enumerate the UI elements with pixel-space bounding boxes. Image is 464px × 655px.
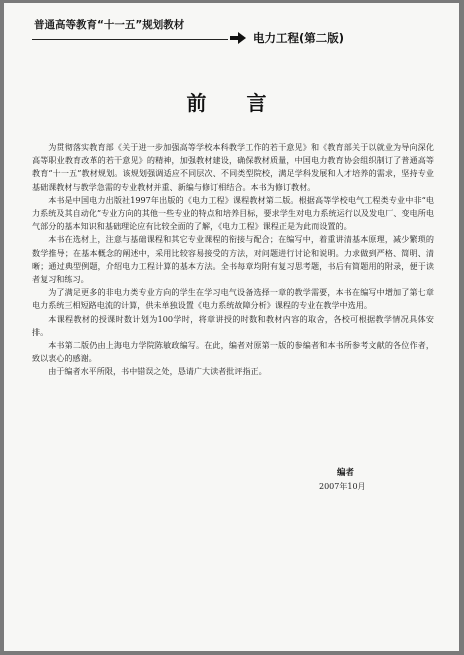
document-page	[4, 3, 459, 651]
header-rule	[32, 39, 228, 40]
paragraph: 本书在选材上，注意与基础课程和其它专业课程的衔接与配合；在编写中，着重讲清基本原理，减少繁琐的数学推导；在基本概念的阐述中，采用比较容易接受的方法，对问题进行讨论和说明。力求做到严格、简明、清晰；通过典型例题，介绍电力工程计算的基本方法。全书每章均附有复习思考题，书后有简题用的附录，便于读者复习和练习。	[32, 234, 434, 285]
paragraph: 由于编者水平所限，书中错误之处，恳请广大读者批评指正。	[48, 366, 267, 377]
page-title: 前言	[186, 91, 307, 115]
book-title: 电力工程(第二版)	[253, 31, 345, 45]
paragraph: 为了满足更多的非电力类专业方向的学生在学习电气设备选择一章的教学需要，本书在编写中增加了第七章电力系统三相短路电流的计算，供未单独设置《电力系统故障分析》课程的专业在教学中选用。	[32, 287, 434, 311]
paragraph: 本课程教材的授课时数计划为100学时，将章讲授的时数和教材内容的取舍，各校可根据教学情况具体安排。	[32, 313, 434, 337]
paragraph: 本书是中国电力出版社1997年出版的《电力工程》课程教材第二版。根据高等学校电气工程类专业中非“电力系统及其自动化”专业方向的其他一些专业的特点和培养目标，要求学生对电力系统运行以及发电厂、变电所电气部分的基本知识和基础理论应有比较全面的了解，《电力工程》课程正是为此而设置的。	[32, 194, 434, 232]
signature-date: 2007年10月	[319, 482, 366, 491]
preface-body	[32, 141, 434, 379]
series-title: 普通高等教育“十一五”规划教材	[34, 19, 185, 31]
arrow-right-icon	[230, 31, 246, 45]
paragraph: 本书第二版仍由上海电力学院陈敏政编写。在此，编者对原第一版的参编者和本书所参考文献的各位作者，致以衷心的感谢。	[32, 340, 434, 364]
paragraph: 为贯彻落实教育部《关于进一步加强高等学校本科教学工作的若干意见》和《教育部关于以就业为导向深化高等职业教育改革的若干意见》的精神，加强教材建设，确保教材质量，中国电力教育协会组织制订了普通高等教育“十一五”教材规划。该规划强调适应不同层次、不同类型院校，满足学科发展和人才培养的需求，坚持专业基础课教材与教学急需的专业教材并重、新编与修订相结合。本书为修订教材。	[32, 142, 434, 192]
author-signature: 编者	[337, 468, 355, 478]
